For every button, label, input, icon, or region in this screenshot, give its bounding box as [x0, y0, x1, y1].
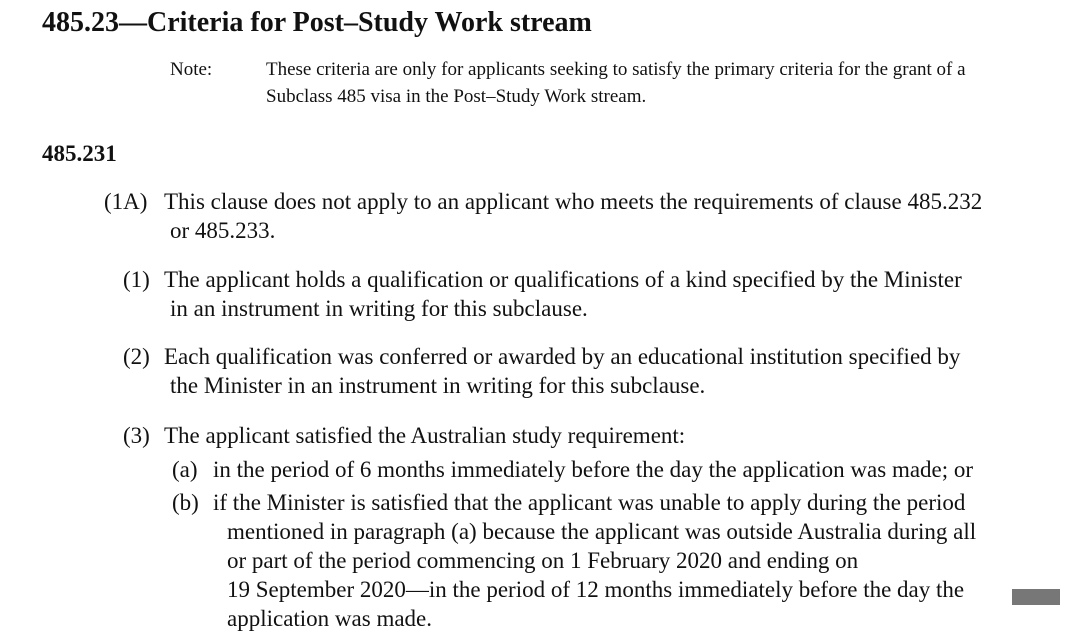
- subclause-1a: [104, 188, 1064, 248]
- clause-number: 485.231: [42, 141, 117, 166]
- subclause-text-line: This clause does not apply to an applicant who meets the requirements of clause 485.232: [164, 189, 983, 214]
- subclause-number: (2): [123, 344, 150, 369]
- redaction-mark: [1012, 589, 1060, 605]
- subclause-number: (1A): [104, 189, 148, 214]
- subclause-number: (1): [123, 267, 150, 292]
- subclause-text-line: the Minister in an instrument in writing for this subclause.: [170, 372, 706, 398]
- paragraph-number: (b): [172, 490, 199, 515]
- subclause-text: [164, 188, 1064, 245]
- section-heading: 485.23—Criteria for Post–Study Work stream: [42, 7, 592, 38]
- paragraph-text-line: mentioned in paragraph (a) because the applicant was outside Australia during all: [227, 519, 977, 544]
- note-text: [266, 56, 1056, 110]
- subclause-1: [123, 266, 1063, 326]
- paragraph-text-line: application was made.: [227, 606, 433, 631]
- paragraph-text: [213, 455, 1052, 484]
- subclause-2: [123, 343, 1063, 403]
- subclause-text: [164, 422, 1063, 451]
- subclause-text-line: in an instrument in writing for this subclause.: [170, 295, 588, 321]
- paragraph-text-line: or part of the period commencing on 1 February 2020 and ending on: [227, 548, 859, 573]
- paragraph-text-line: if the Minister is satisfied that the applicant was unable to apply during the period: [213, 490, 966, 515]
- subclause-text-line: The applicant holds a qualification or qualifications of a kind specified by the Minister: [164, 267, 962, 292]
- paragraph-text-line: in the period of 6 months immediately before the day the application was made; or: [213, 457, 974, 482]
- paragraph-number: (a): [172, 457, 198, 482]
- subclause-text-line: Each qualification was conferred or awarded by an educational institution specified by: [164, 344, 961, 369]
- subclause-number: (3): [123, 423, 150, 448]
- subclause-text-line: or 485.233.: [170, 217, 276, 243]
- paragraph-a: [172, 455, 1052, 485]
- note-text-line-1: These criteria are only for applicants seeking to satisfy the primary criteria for the grant of a: [266, 59, 966, 80]
- subclause-text: [164, 343, 1063, 400]
- paragraph-text-line: 19 September 2020—in the period of 12 months immediately before the day the: [227, 577, 965, 602]
- paragraph-text: [213, 488, 1052, 633]
- subclause-text: [164, 266, 1063, 323]
- paragraph-b: [172, 488, 1052, 631]
- subclause-text-line: The applicant satisfied the Australian study requirement:: [164, 423, 686, 448]
- note-label: Note:: [170, 59, 213, 80]
- note-text-line-2: Subclass 485 visa in the Post–Study Work stream.: [266, 86, 647, 107]
- subclause-3: [123, 422, 1063, 452]
